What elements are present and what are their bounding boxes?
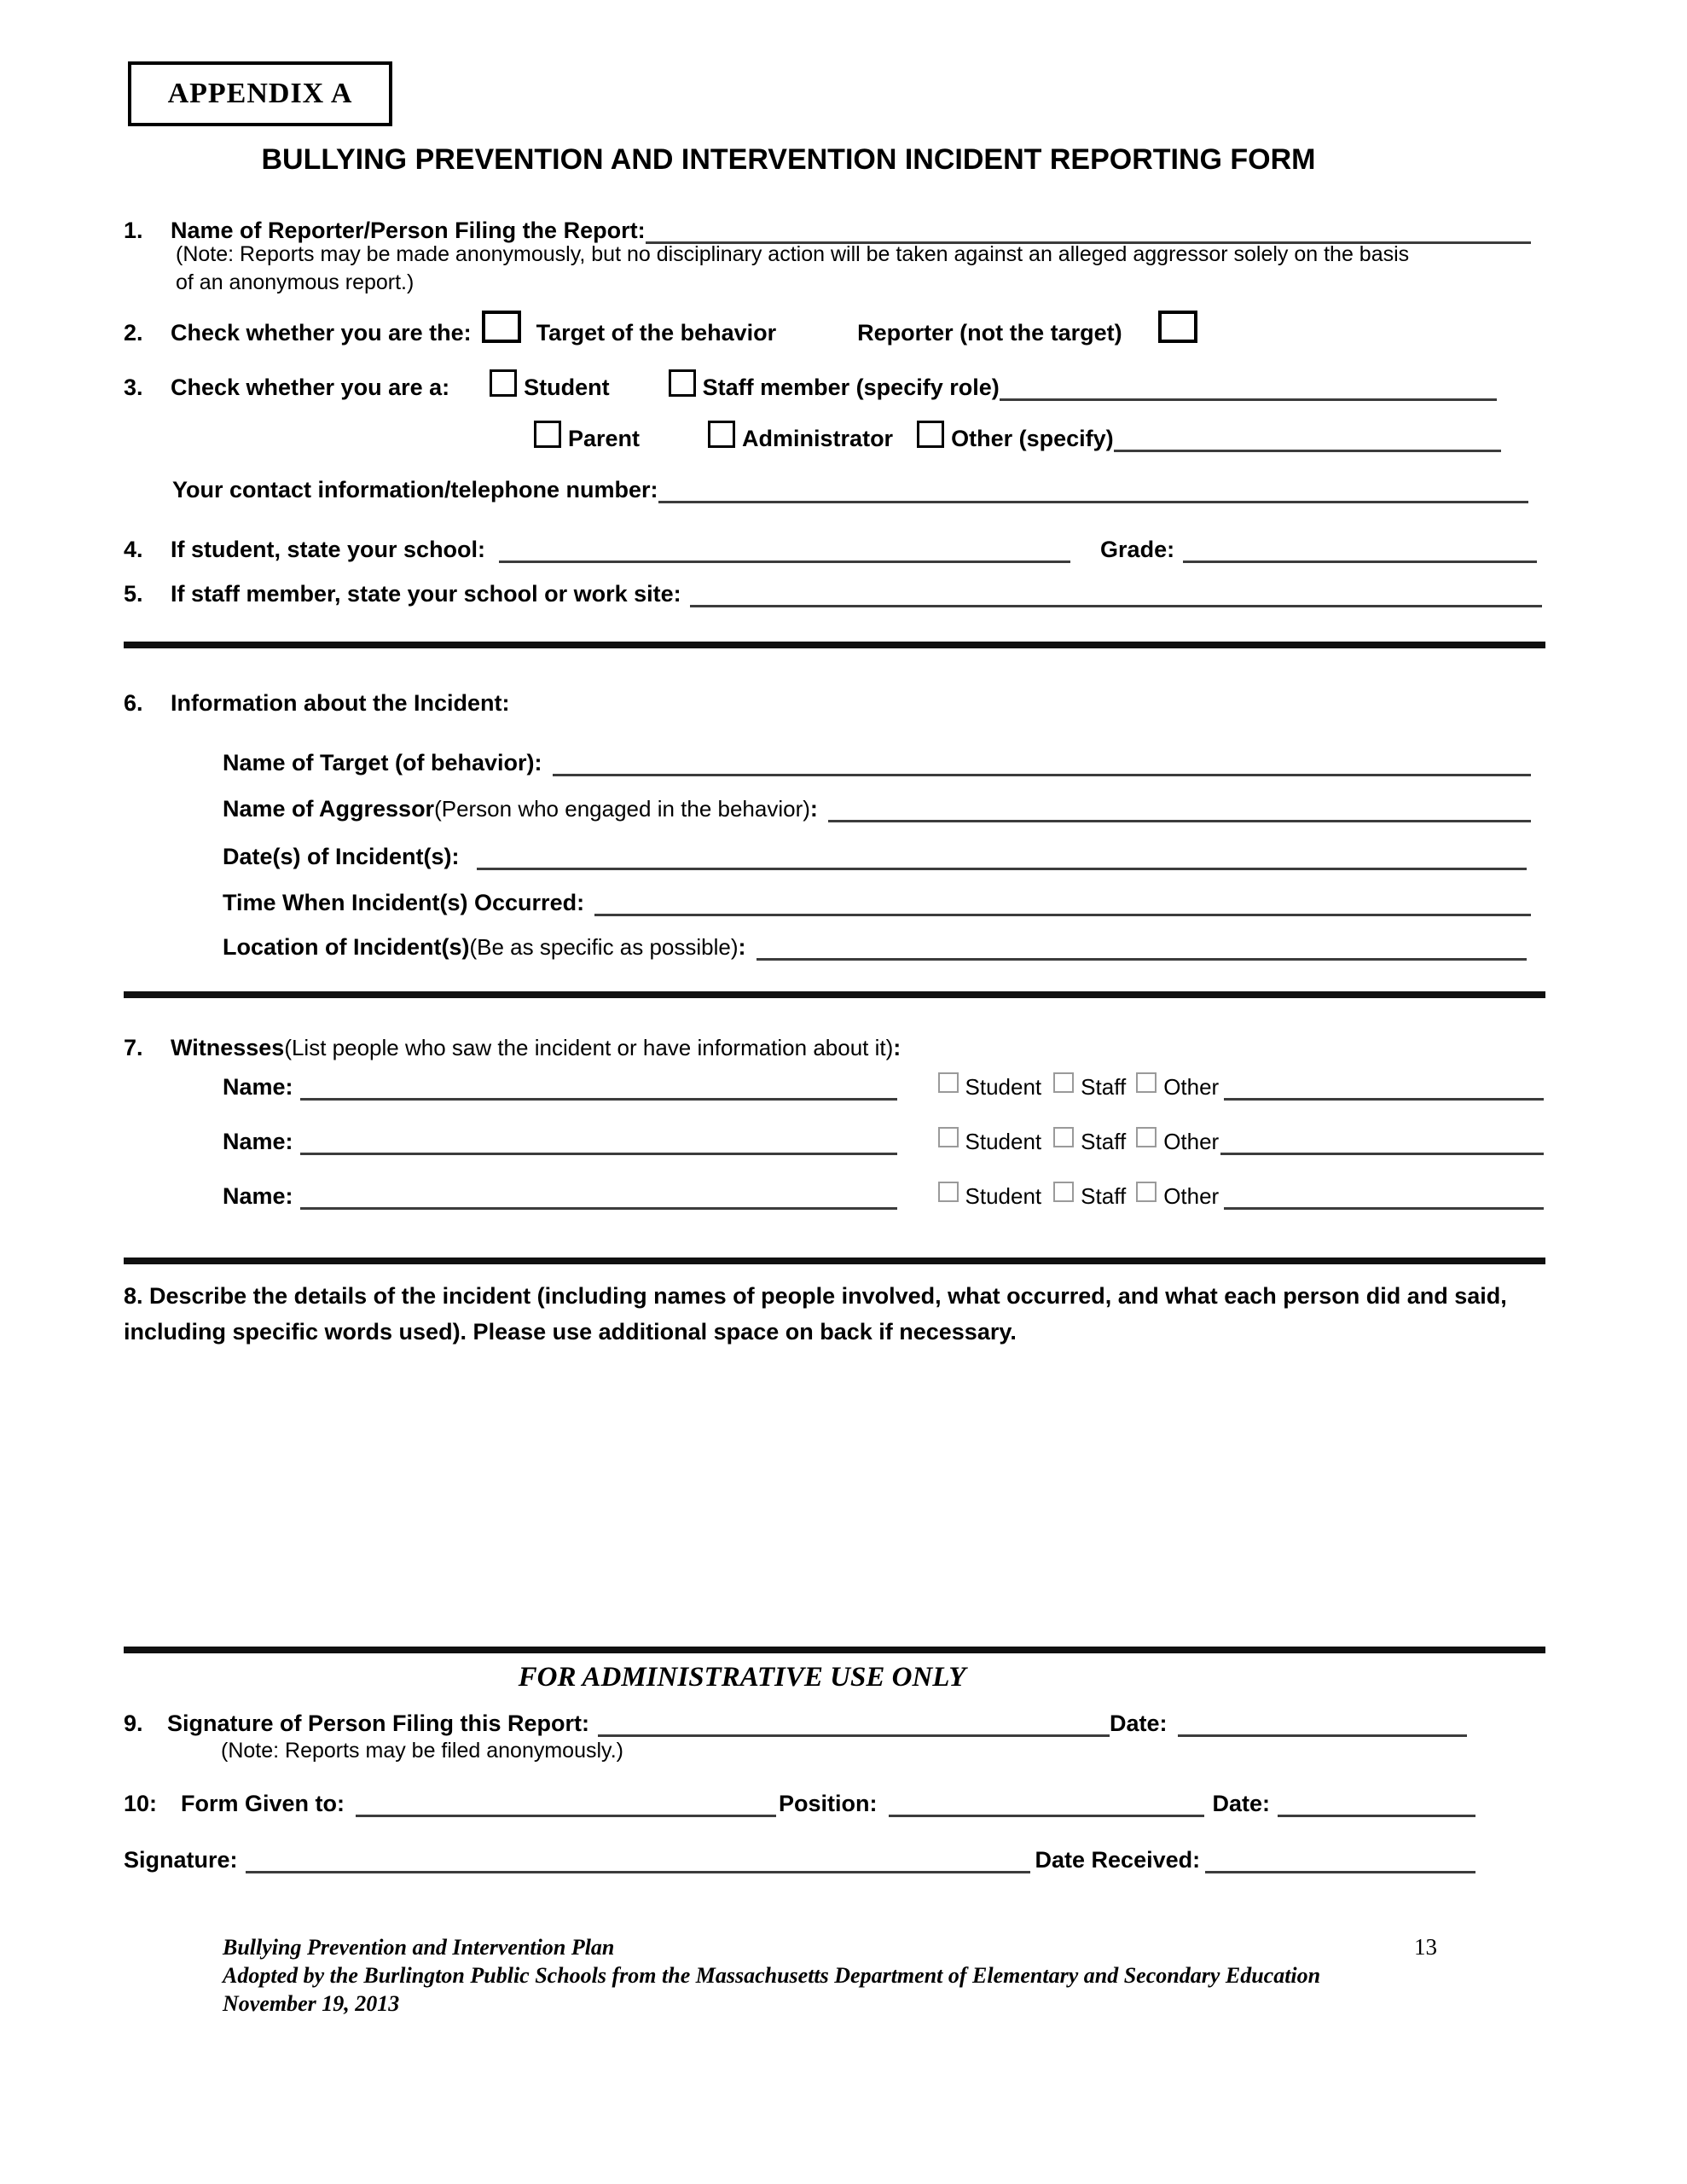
filer-date-label: Date: xyxy=(1110,1711,1168,1736)
student-school-label: If student, state your school: xyxy=(171,537,486,562)
grade-line[interactable] xyxy=(1183,531,1537,563)
appendix-label-box xyxy=(128,61,392,126)
checkbox-administrator[interactable] xyxy=(708,421,735,448)
incident-time-label: Time When Incident(s) Occurred: xyxy=(223,890,585,915)
witness1-staff-label: Staff xyxy=(1081,1074,1127,1100)
target-name-line[interactable] xyxy=(553,745,1531,776)
appendix-label: APPENDIX A xyxy=(167,78,353,109)
item3-number: 3. xyxy=(124,375,143,400)
checkbox-student[interactable] xyxy=(490,369,517,397)
checkbox-witness1-other[interactable] xyxy=(1136,1072,1157,1093)
student-label: Student xyxy=(524,375,610,400)
incident-description-prompt: 8. Describe the details of the incident (including names of people involved, what occurred, and what each person did and said, including specific words used). Please use additional space on back if necessary. xyxy=(124,1283,1507,1345)
checkbox-parent[interactable] xyxy=(534,421,561,448)
checkbox-target-of-behavior[interactable] xyxy=(482,311,521,343)
date-received-label: Date Received: xyxy=(1035,1847,1201,1873)
checkbox-reporter-not-target[interactable] xyxy=(1158,311,1197,343)
admin-use-banner: FOR ADMINISTRATIVE USE ONLY xyxy=(518,1662,966,1693)
witness-row-2 xyxy=(124,1114,1544,1155)
parent-label: Parent xyxy=(568,426,641,451)
witnesses-label-colon: : xyxy=(893,1035,901,1060)
target-of-behavior-label: Target of the behavior xyxy=(536,320,777,346)
date-received-line[interactable] xyxy=(1205,1842,1475,1873)
checkbox-witness1-student[interactable] xyxy=(938,1072,959,1093)
contact-info-label: Your contact information/telephone number: xyxy=(172,477,658,502)
filer-date-line[interactable] xyxy=(1178,1705,1467,1737)
aggressor-name-label-rest: (Person who engaged in the behavior) xyxy=(434,796,810,822)
item3-label: Check whether you are a: xyxy=(171,375,450,400)
checkbox-staff-member[interactable] xyxy=(669,369,696,397)
witnesses-header xyxy=(124,1020,1544,1061)
item7-number: 7. xyxy=(124,1035,143,1060)
checkbox-witness3-staff[interactable] xyxy=(1053,1182,1074,1202)
item9-note: (Note: Reports may be filed anonymously.) xyxy=(221,1739,623,1763)
witness1-student-label: Student xyxy=(965,1074,1042,1100)
target-name-row xyxy=(124,735,1544,776)
item10-number: 10: xyxy=(124,1791,158,1816)
given-date-label: Date: xyxy=(1212,1791,1271,1816)
item1-note xyxy=(176,241,1409,297)
other-specify-label: Other (specify) xyxy=(951,426,1114,451)
incident-dates-label: Date(s) of Incident(s): xyxy=(223,844,460,869)
form-given-label: Form Given to: xyxy=(181,1791,345,1816)
incident-location-colon: : xyxy=(738,934,746,960)
item9-number: 9. xyxy=(124,1711,143,1736)
witnesses-label-bold: Witnesses xyxy=(171,1035,285,1060)
position-line[interactable] xyxy=(889,1786,1204,1817)
witness3-name-label: Name: xyxy=(223,1183,293,1209)
aggressor-name-line[interactable] xyxy=(828,791,1531,822)
student-school-row xyxy=(124,522,1544,563)
witness-row-3 xyxy=(124,1169,1544,1210)
item2-label: Check whether you are the: xyxy=(171,320,472,346)
admin-signature-line[interactable] xyxy=(246,1842,1030,1873)
incident-time-line[interactable] xyxy=(594,885,1531,916)
given-date-line[interactable] xyxy=(1278,1786,1475,1817)
witness1-other-label: Other xyxy=(1163,1074,1220,1100)
witness3-other-label: Other xyxy=(1163,1183,1220,1209)
item2-number: 2. xyxy=(124,320,143,346)
aggressor-name-label-bold: Name of Aggressor xyxy=(223,796,435,822)
aggressor-name-row xyxy=(124,781,1544,822)
reporter-name-label: Name of Reporter/Person Filing the Report: xyxy=(171,218,646,243)
target-name-label: Name of Target (of behavior): xyxy=(223,750,542,775)
witness2-name-line[interactable] xyxy=(300,1124,897,1155)
position-label: Position: xyxy=(779,1791,878,1816)
staff-school-row xyxy=(124,566,1544,607)
item1-note-line1: (Note: Reports may be made anonymously, but no disciplinary action will be taken against an alleged aggressor solely on the basis xyxy=(176,242,1410,266)
checkbox-witness2-student[interactable] xyxy=(938,1127,959,1147)
filer-type-row-2 xyxy=(124,411,1544,452)
item1-number: 1. xyxy=(124,218,143,243)
staff-school-label: If staff member, state your school or work site: xyxy=(171,581,681,607)
form-given-line[interactable] xyxy=(356,1786,776,1817)
page-number: 13 xyxy=(1414,1934,1437,1960)
incident-location-label-bold: Location of Incident(s) xyxy=(223,934,470,960)
witness2-other-label: Other xyxy=(1163,1129,1220,1154)
incident-dates-line[interactable] xyxy=(477,839,1527,870)
witness3-name-line[interactable] xyxy=(300,1178,897,1210)
witness1-name-line[interactable] xyxy=(300,1069,897,1101)
aggressor-name-colon: : xyxy=(809,796,818,822)
contact-info-line[interactable] xyxy=(658,472,1528,503)
filer-signature-line[interactable] xyxy=(598,1705,1110,1737)
witness-row-1 xyxy=(124,1060,1544,1101)
checkbox-witness3-other[interactable] xyxy=(1136,1182,1157,1202)
section-divider-2 xyxy=(124,991,1545,998)
incident-location-label-rest: (Be as specific as possible) xyxy=(469,934,739,960)
reporter-name-line[interactable] xyxy=(646,212,1531,244)
staff-school-line[interactable] xyxy=(690,576,1542,607)
reporter-name-row xyxy=(124,203,1544,244)
role-target-row xyxy=(124,305,1544,346)
incident-location-line[interactable] xyxy=(757,929,1527,961)
checkbox-other[interactable] xyxy=(917,421,944,448)
checkbox-witness1-staff[interactable] xyxy=(1053,1072,1074,1093)
section-divider-1 xyxy=(124,642,1545,648)
witness1-other-line[interactable] xyxy=(1224,1069,1544,1101)
checkbox-witness2-staff[interactable] xyxy=(1053,1127,1074,1147)
footer-date-line: November 19, 2013 xyxy=(223,1991,400,2016)
grade-label: Grade: xyxy=(1100,537,1175,562)
section-divider-3 xyxy=(124,1258,1545,1264)
witness2-staff-label: Staff xyxy=(1081,1129,1127,1154)
item5-number: 5. xyxy=(124,581,143,607)
filer-signature-row xyxy=(124,1696,1544,1737)
witness3-other-line[interactable] xyxy=(1224,1178,1544,1210)
witness3-staff-label: Staff xyxy=(1081,1183,1127,1209)
checkbox-witness3-student[interactable] xyxy=(938,1182,959,1202)
witness2-other-line[interactable] xyxy=(1220,1124,1544,1155)
admin-signature-label: Signature: xyxy=(124,1847,238,1873)
incident-description-area[interactable] xyxy=(124,1356,1544,1638)
staff-role-line[interactable] xyxy=(1000,369,1497,401)
form-given-row xyxy=(124,1776,1544,1817)
witness3-student-label: Student xyxy=(965,1183,1042,1209)
admin-signature-row xyxy=(124,1833,1544,1873)
witness2-name-label: Name: xyxy=(223,1129,293,1154)
footer-plan-title: Bullying Prevention and Intervention Plan xyxy=(223,1935,615,1960)
filer-type-row-1 xyxy=(124,360,1544,401)
incident-dates-row xyxy=(124,829,1544,870)
reporter-not-target-label: Reporter (not the target) xyxy=(857,320,1122,346)
footer-adoption-line: Adopted by the Burlington Public Schools from the Massachusetts Department of Elementary and Secondary Education xyxy=(223,1963,1321,1988)
student-school-line[interactable] xyxy=(499,531,1070,563)
item6-number: 6. xyxy=(124,690,143,716)
incident-info-header xyxy=(124,676,1544,717)
filer-signature-label: Signature of Person Filing this Report: xyxy=(167,1711,590,1736)
staff-member-label: Staff member (specify role) xyxy=(702,375,1000,400)
item4-number: 4. xyxy=(124,537,143,562)
witness1-name-label: Name: xyxy=(223,1074,293,1100)
incident-time-row xyxy=(124,875,1544,916)
item1-note-line2: of an anonymous report.) xyxy=(176,270,415,294)
administrator-label: Administrator xyxy=(742,426,894,451)
other-specify-line[interactable] xyxy=(1114,421,1501,452)
witnesses-label-rest: (List people who saw the incident or have information about it) xyxy=(284,1035,894,1060)
page-footer xyxy=(223,1933,1437,2018)
section-divider-4 xyxy=(124,1647,1545,1653)
form-title: BULLYING PREVENTION AND INTERVENTION INCIDENT REPORTING FORM xyxy=(261,143,1316,176)
incident-location-row xyxy=(124,920,1544,961)
checkbox-witness2-other[interactable] xyxy=(1136,1127,1157,1147)
witness2-student-label: Student xyxy=(965,1129,1042,1154)
incident-info-label: Information about the Incident: xyxy=(171,690,510,716)
contact-info-row xyxy=(124,462,1544,503)
